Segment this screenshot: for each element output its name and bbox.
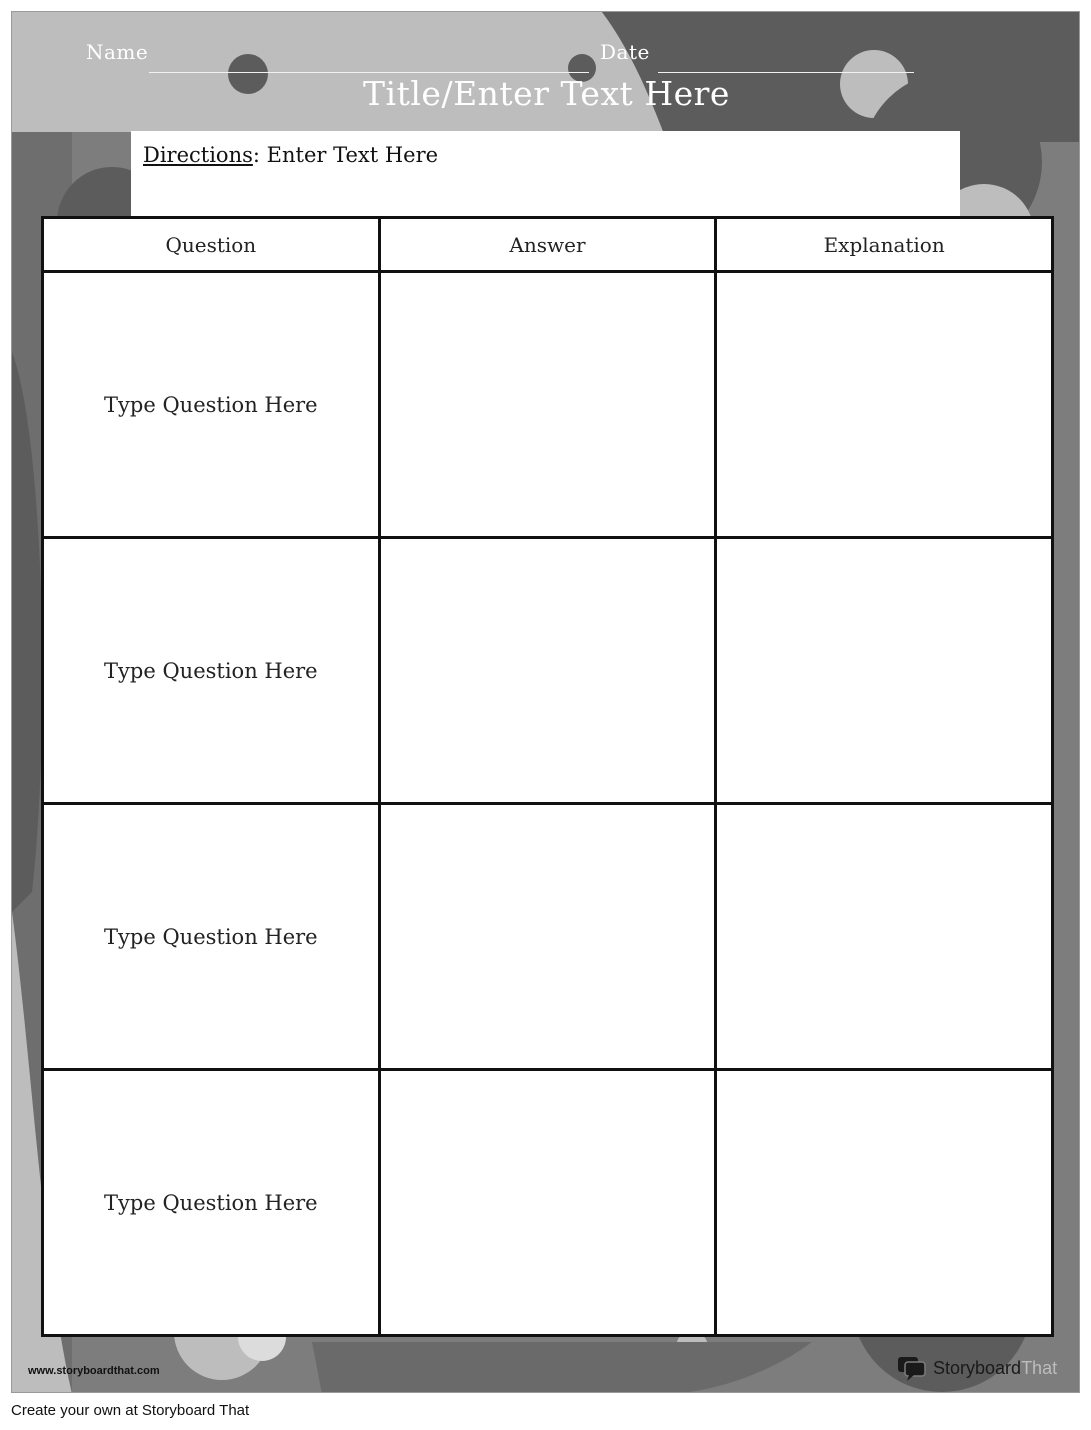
question-cell[interactable]: Type Question Here	[43, 538, 380, 804]
explanation-cell[interactable]	[716, 538, 1053, 804]
brand-text-that: That	[1021, 1357, 1058, 1378]
date-label: Date	[600, 40, 650, 64]
speech-bubble-icon	[897, 1355, 927, 1381]
explanation-cell[interactable]	[716, 1070, 1053, 1336]
header-explanation: Explanation	[716, 218, 1053, 272]
table-header-row	[43, 218, 1053, 272]
table-row	[43, 804, 1053, 1070]
directions-separator: :	[252, 143, 260, 167]
table-row	[43, 1070, 1053, 1336]
storyboardthat-logo	[897, 1355, 1057, 1381]
directions-box[interactable]	[131, 131, 960, 221]
explanation-cell[interactable]	[716, 272, 1053, 538]
name-label: Name	[86, 40, 149, 64]
worksheet-page	[11, 11, 1080, 1393]
footer-url: www.storyboardthat.com	[28, 1365, 160, 1377]
question-answer-table	[41, 216, 1054, 1337]
header-question: Question	[43, 218, 380, 272]
explanation-cell[interactable]	[716, 804, 1053, 1070]
directions-body: Enter Text Here	[266, 143, 439, 167]
table-row	[43, 538, 1053, 804]
page-caption: Create your own at Storyboard That	[11, 1402, 250, 1419]
name-field-line[interactable]	[149, 72, 589, 73]
question-cell[interactable]: Type Question Here	[43, 804, 380, 1070]
header-answer: Answer	[379, 218, 716, 272]
question-cell[interactable]: Type Question Here	[43, 272, 380, 538]
directions-text	[143, 143, 438, 167]
answer-cell[interactable]	[379, 1070, 716, 1336]
table-row	[43, 272, 1053, 538]
answer-cell[interactable]	[379, 272, 716, 538]
question-cell[interactable]: Type Question Here	[43, 1070, 380, 1336]
answer-cell[interactable]	[379, 804, 716, 1070]
directions-label: Directions	[143, 143, 253, 167]
worksheet-title[interactable]: Title/Enter Text Here	[363, 74, 730, 113]
answer-cell[interactable]	[379, 538, 716, 804]
brand-text-storyboard: Storyboard	[933, 1357, 1022, 1378]
date-field-line[interactable]	[658, 72, 914, 73]
